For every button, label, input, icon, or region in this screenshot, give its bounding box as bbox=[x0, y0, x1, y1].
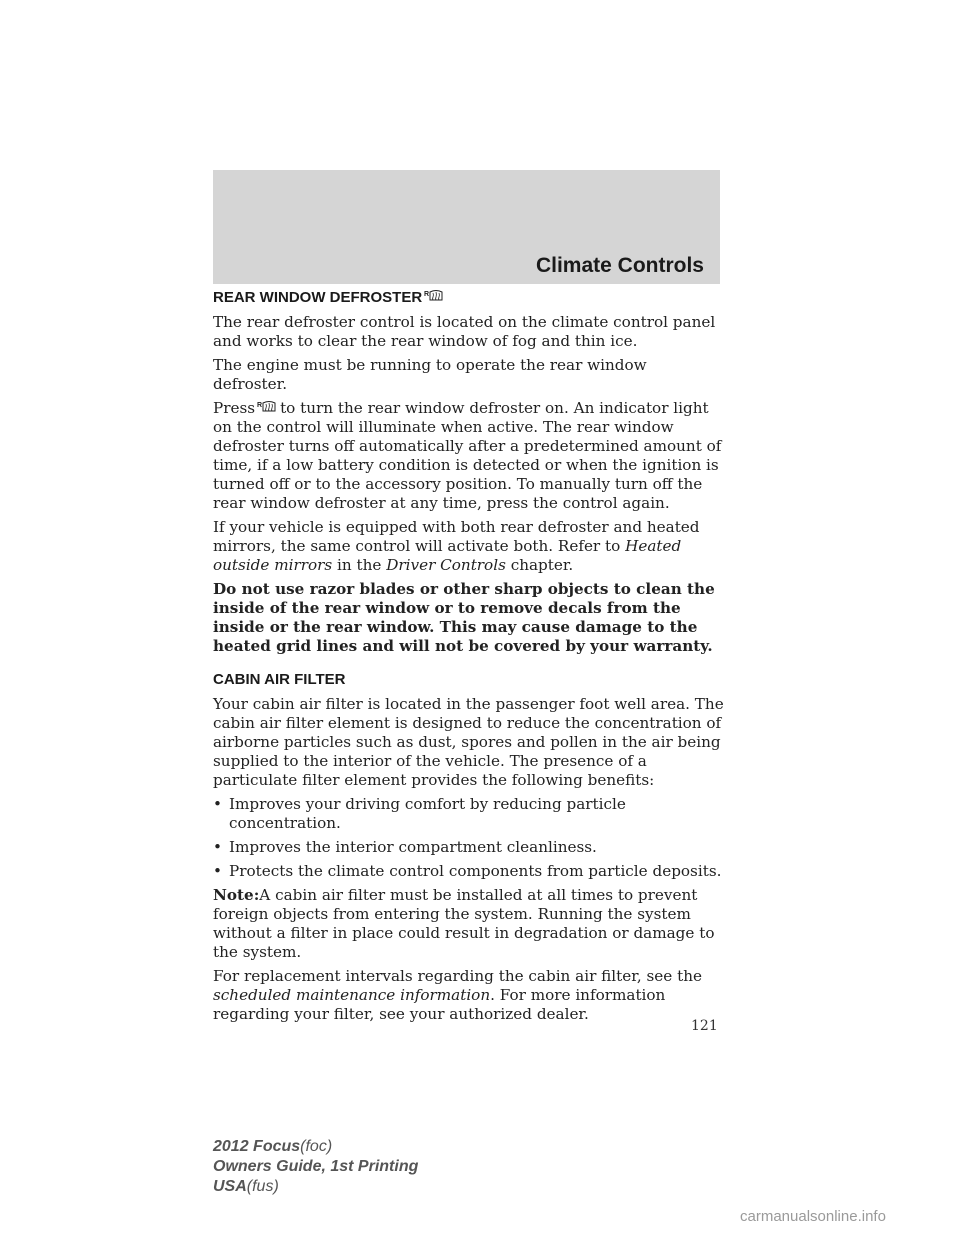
page-content bbox=[213, 288, 725, 1029]
footer: 2012 Focus(foc) Owners Guide, 1st Printing USA(fus) bbox=[213, 1138, 419, 1195]
cross-reference: scheduled maintenance information bbox=[213, 986, 491, 1004]
paragraph: The engine must be running to operate the rear window defroster. bbox=[213, 356, 647, 393]
list-item: • Improves your driving comfort by reducing particle concentration. bbox=[213, 795, 626, 832]
cross-reference: Heated outside mirrors bbox=[213, 537, 682, 574]
chapter-header bbox=[213, 170, 720, 284]
svg-text:R: R bbox=[257, 402, 263, 409]
rear-defroster-heading: REAR WINDOW DEFROSTER R bbox=[213, 288, 725, 307]
paragraph: For replacement intervals regarding the cabin air filter, see the scheduled maintenance information. For more information regarding your filter, see your authorized dealer. bbox=[213, 967, 702, 1023]
chapter-title: Climate Controls bbox=[535, 254, 704, 277]
list-item: • Protects the climate control components from particle deposits. bbox=[213, 862, 722, 880]
paragraph: Your cabin air filter is located in the passenger foot well area. The cabin air filter element is designed to reduce the concentration of airborne particles such as dust, spores and pollen in the air being supplied to the interior of the vehicle. The presence of a particulate filter element provides the following benefits: bbox=[213, 695, 724, 789]
page-number: 121 bbox=[691, 1018, 718, 1034]
warning-text: Do not use razor blades or other sharp objects to clean the inside of the rear window or to remove decals from the inside or the rear window. This may cause damage to the heated grid lines and will not be covered by your warranty. bbox=[213, 580, 715, 655]
rear-defroster-icon bbox=[424, 289, 444, 303]
paragraph: If your vehicle is equipped with both rear defroster and heated mirrors, the same control will activate both. Refer to Heated outside mirrors in the Driver Controls chapter. bbox=[213, 518, 700, 574]
note: Note:A cabin air filter must be installed at all times to prevent foreign objects from entering the system. Running the system without a filter in place could result in degradation or damage to the system. bbox=[213, 886, 715, 961]
svg-text:R: R bbox=[424, 291, 430, 298]
paragraph: Press R to turn the rear window defroster on. An indicator light on the control will illuminate when active. The rear window defroster turns off automatically after a predetermined amount of time, if a low battery condition is detected or when the ignition is turned off or to the accessory position. To manually turn off the rear window defroster at any time, press the control again. bbox=[213, 399, 722, 512]
cross-reference: Driver Controls bbox=[386, 556, 506, 574]
watermark[interactable]: carmanualsonline.info bbox=[740, 1208, 886, 1225]
list-item: • Improves the interior compartment cleanliness. bbox=[213, 838, 597, 856]
cabin-air-filter-heading: CABIN AIR FILTER bbox=[213, 671, 346, 688]
paragraph: The rear defroster control is located on the climate control panel and works to clear the rear window of fog and thin ice. bbox=[213, 313, 716, 350]
rear-defroster-icon bbox=[257, 400, 277, 414]
note-label: Note: bbox=[213, 886, 260, 904]
